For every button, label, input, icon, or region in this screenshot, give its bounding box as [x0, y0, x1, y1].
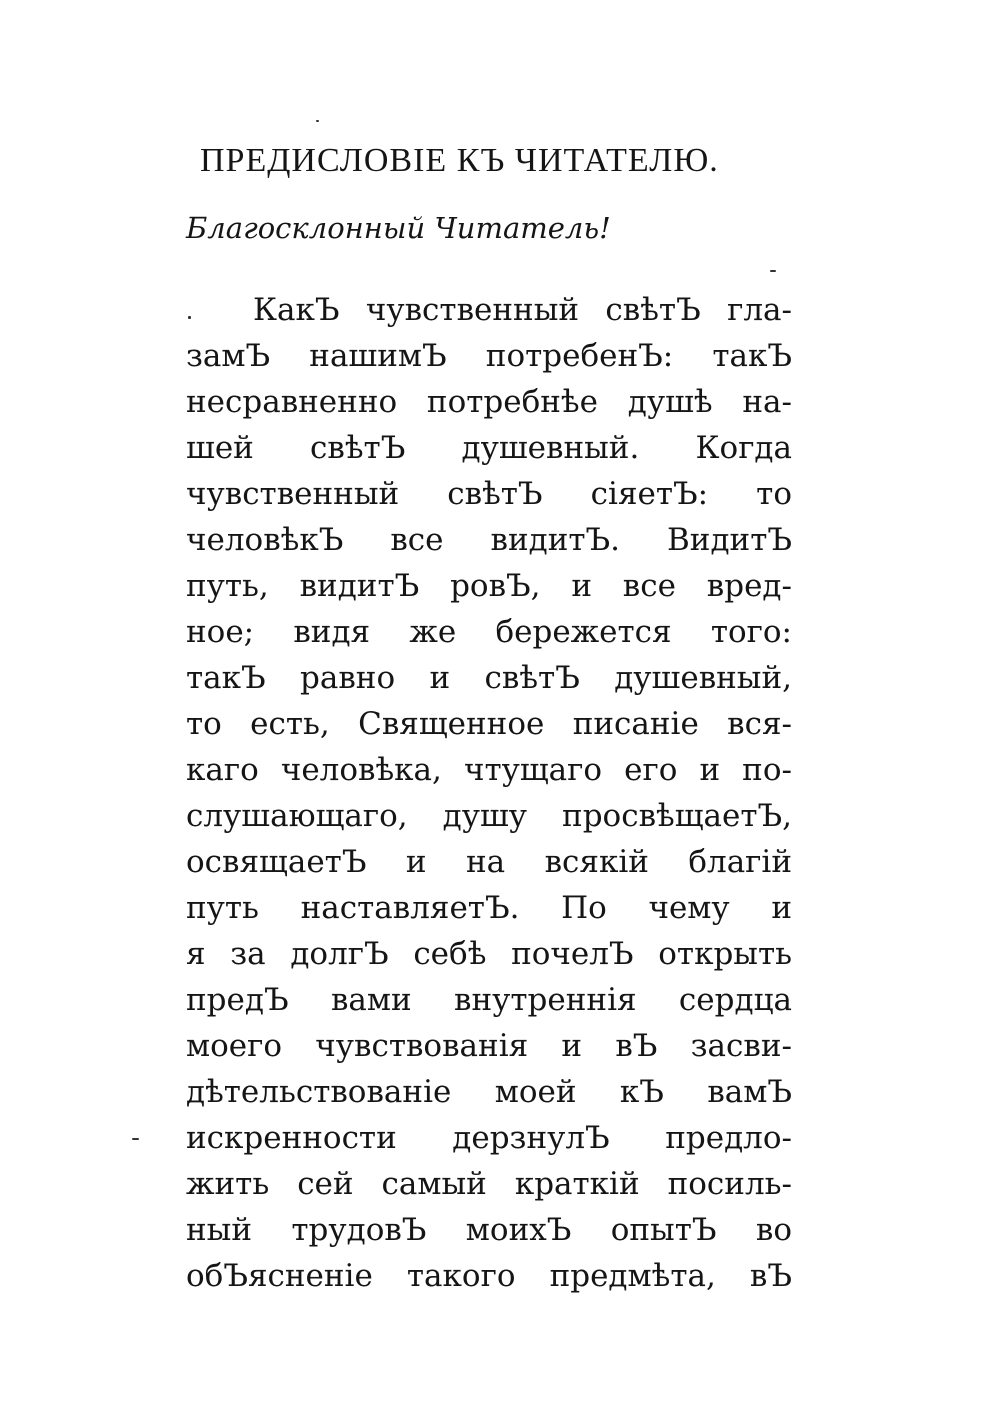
text-line: чувственный свѣтЪ сіяетЪ: то	[186, 476, 792, 512]
text-line: путь, видитЪ ровЪ, и все вред-	[186, 568, 792, 604]
scan-speck	[132, 1138, 139, 1140]
text-line: освящаетЪ и на всякій благій	[186, 844, 792, 880]
text-line: такЪ равно и свѣтЪ душевный,	[186, 660, 792, 696]
text-line: я за долгЪ себѣ почелЪ открыть	[186, 936, 792, 972]
page-heading: ПРЕДИСЛОВІЕ КЪ ЧИТАТЕЛЮ.	[200, 142, 719, 179]
text-line: слушающаго, душу просвѣщаетЪ,	[186, 798, 792, 834]
text-line: жить сей самый краткій посиль-	[186, 1166, 792, 1202]
text-line: ное; видя же бережется того:	[186, 614, 792, 650]
text-line: шей свѣтЪ душевный. Когда	[186, 430, 792, 466]
text-line: искренности дерзнулЪ предло-	[186, 1120, 792, 1156]
text-line: предЪ вами внутреннія сердца	[186, 982, 792, 1018]
scan-speck	[770, 270, 776, 272]
scan-speck	[316, 120, 319, 122]
text-line: дѣтельствованіе моей кЪ вамЪ	[186, 1074, 792, 1110]
text-line: обЪясненіе такого предмѣта, вЪ	[186, 1258, 792, 1294]
text-line: КакЪ чувственный свѣтЪ гла-	[253, 292, 792, 328]
text-line: ный трудовЪ моихЪ опытЪ во	[186, 1212, 792, 1248]
text-line: то есть, Священное писаніе вся-	[186, 706, 792, 742]
text-line: каго человѣка, чтущаго его и по-	[186, 752, 792, 788]
text-line: человѣкЪ все видитЪ. ВидитЪ	[186, 522, 792, 558]
text-line: моего чувствованія и вЪ засви-	[186, 1028, 792, 1064]
text-line: замЪ нашимЪ потребенЪ: такЪ	[186, 338, 792, 374]
text-line: путь наставляетЪ. По чему и	[186, 890, 792, 926]
text-line: несравненно потребнѣе душѣ на-	[186, 384, 792, 420]
scan-speck	[188, 316, 191, 319]
salutation: Благосклонный Читатель!	[186, 211, 611, 245]
